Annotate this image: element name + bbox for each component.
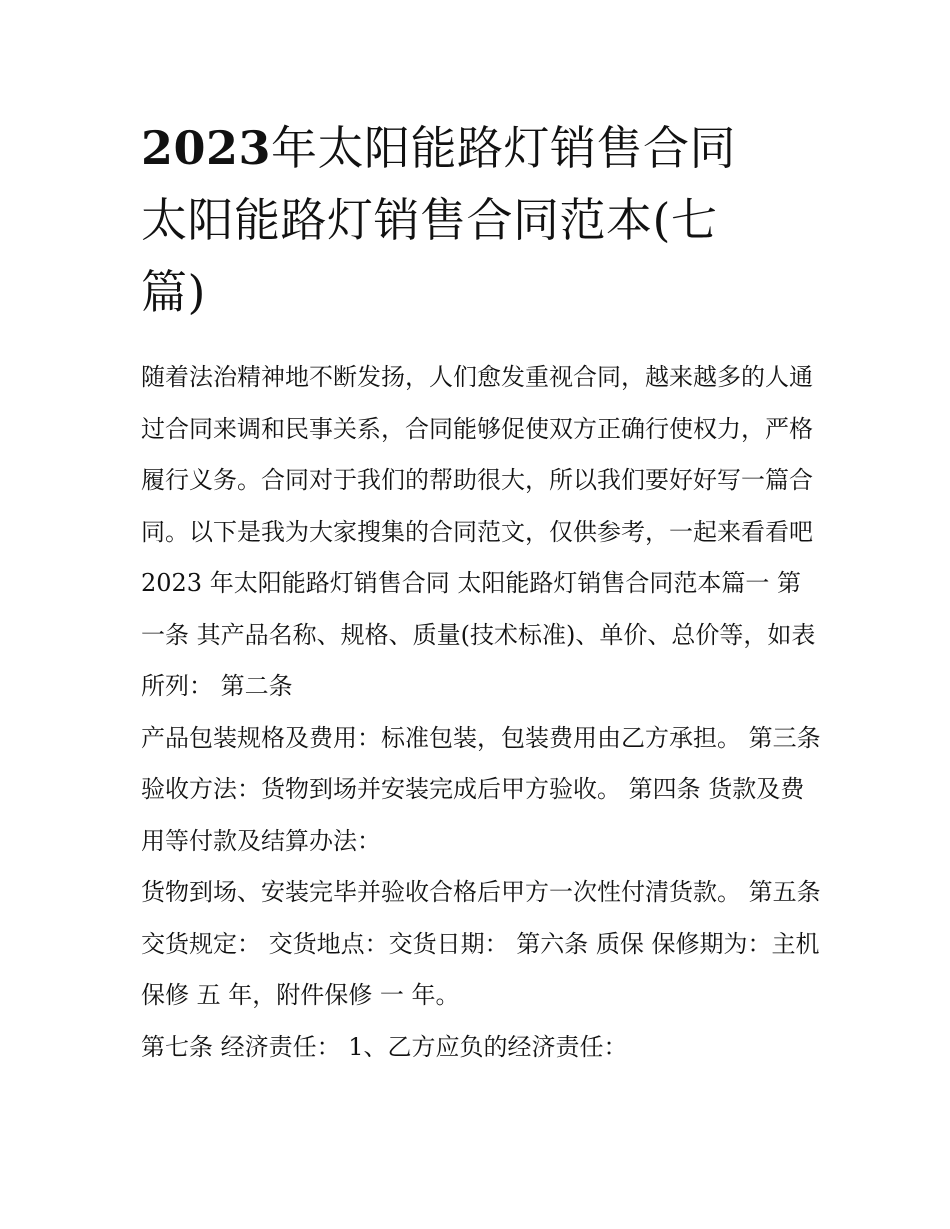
paragraph-article-2-4: 产品包装规格及费用：标准包装，包装费用由乙方承担。 第三条 验收方法：货物到场并安装完成后甲方验收。 第四条 货款及费用等付款及结算办法： — [141, 723, 821, 855]
paragraph-article-7: 第七条 经济责任： 1、乙方应负的经济责任： — [141, 1032, 628, 1061]
document-title — [141, 112, 821, 328]
document-content — [141, 112, 821, 1073]
document-body — [141, 352, 821, 1073]
paragraph-article-1: 2023 年太阳能路灯销售合同 太阳能路灯销售合同范本篇一 第一条 其产品名称、规格、质量(技术标准)、单价、总价等，如表所列： 第二条 — [141, 569, 816, 700]
title-line-1 — [141, 112, 821, 184]
paragraph-intro: 随着法治精神地不断发扬，人们愈发重视合同，越来越多的人通过合同来调和民事关系，合同能够促使双方正确行使权力，严格履行义务。合同对于我们的帮助很大，所以我们要好好写一篇合同。以下是我为大家搜集的合同范文，仅供参考，一起来看看吧 — [141, 363, 813, 546]
title-year: 2023 — [141, 121, 272, 175]
title-line-3: 篇) — [141, 265, 206, 319]
paragraph-article-4-6: 货物到场、安装完毕并验收合格后甲方一次性付清货款。 第五条 交货规定： 交货地点：交货日期： 第六条 质保 保修期为：主机保修 五 年，附件保修 一 年。 — [141, 878, 821, 1009]
title-line-1-text: 年太阳能路灯销售合同 — [271, 121, 737, 175]
title-line-2: 太阳能路灯销售合同范本(七 — [141, 193, 718, 247]
